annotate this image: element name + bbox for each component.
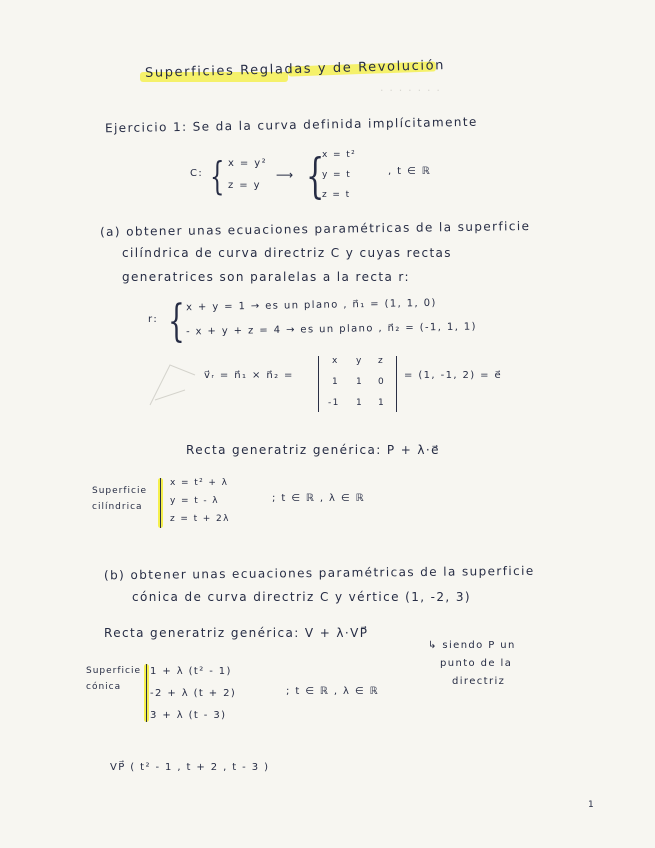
det-cell: 1 [356,377,364,387]
det-cell: -1 [328,398,340,408]
curve-c-label: C: [190,168,204,179]
cross-product-rhs: = (1, -1, 2) = e⃗ [404,370,503,381]
surface-cyl-domain: ; t ∈ ℝ , λ ∈ ℝ [272,493,365,504]
note-b-line-1: ↳ siendo P un [428,640,516,651]
part-a-line-2: cilíndrica de curva directriz C y cuyas rectas [122,246,452,260]
vp-vector: VP⃗ ( t² - 1 , t + 2 , t - 3 ) [110,762,270,773]
surface-cyl-label-1: Superficie [92,486,148,496]
bleed-through-text: · · · · · · · [380,84,442,97]
surface-con-label-2: cónica [86,682,122,692]
determinant-bar-left [318,356,319,412]
curve-c-param-y: y = t [322,170,352,180]
det-cell: 0 [378,377,386,387]
curve-c-implicit-1: x = y² [228,158,267,169]
curve-c-implicit-2: z = y [228,180,261,191]
bleed-through-sketch [140,345,200,415]
surface-con-z: 3 + λ (t - 3) [150,710,227,721]
surface-con-domain: ; t ∈ ℝ , λ ∈ ℝ [286,686,379,697]
det-cell: 1 [356,398,364,408]
surface-con-label-1: Superficie [86,666,142,676]
page-number: 1 [588,800,596,810]
curve-c-domain: , t ∈ ℝ [388,166,432,177]
surface-con-y: -2 + λ (t + 2) [150,688,237,699]
det-cell: 1 [332,377,340,387]
det-cell: 1 [378,398,386,408]
curve-c-arrow: ⟶ [276,168,295,182]
det-cell: z [378,356,385,366]
part-b-line-2: cónica de curva directriz C y vértice (1, -2, 3) [132,590,471,604]
note-b-line-2: punto de la [440,658,513,669]
surface-cyl-y: y = t - λ [170,496,220,506]
line-r-brace: { [168,296,185,347]
page-title: Superficies Regladas y de Revolución [144,58,446,81]
surface-cyl-x: x = t² + λ [170,478,229,488]
curve-c-param-x: x = t² [322,150,357,160]
line-r-label: r: [148,314,159,325]
line-r-eq-1: x + y = 1 → es un plano , n⃗₁ = (1, 1, 0) [185,297,437,314]
surface-con-bar [146,664,147,722]
curve-c-brace: { [210,154,225,198]
surface-con-x: 1 + λ (t² - 1) [150,666,232,677]
det-cell: y [356,356,363,366]
note-b-line-3: directriz [452,676,506,687]
surface-cyl-label-2: cilíndrica [92,502,143,512]
determinant-bar-right [396,356,397,412]
exercise-statement: Ejercicio 1: Se da la curva definida implícitamente [104,114,478,136]
det-cell: x [332,356,339,366]
part-a-line-3: generatrices son paralelas a la recta r: [122,270,410,284]
curve-c-param-brace: { [306,148,325,204]
part-b-line-1: (b) obtener unas ecuaciones paramétricas de la superficie [103,563,535,583]
line-r-eq-2: - x + y + z = 4 → es un plano , n⃗₂ = (-1, 1, 1) [185,321,477,338]
curve-c-param-z: z = t [322,190,351,200]
generatriz-a: Recta generatriz genérica: P + λ·e⃗ [186,443,440,457]
generatriz-b: Recta generatriz genérica: V + λ·VP⃗ [104,626,369,640]
surface-cyl-bar [160,478,161,528]
surface-cyl-z: z = t + 2λ [170,514,230,524]
part-a-line-1: (a) obtener unas ecuaciones paramétricas de la superficie [99,218,531,240]
cross-product-lhs: v⃗ᵣ = n⃗₁ × n⃗₂ = [204,370,294,381]
